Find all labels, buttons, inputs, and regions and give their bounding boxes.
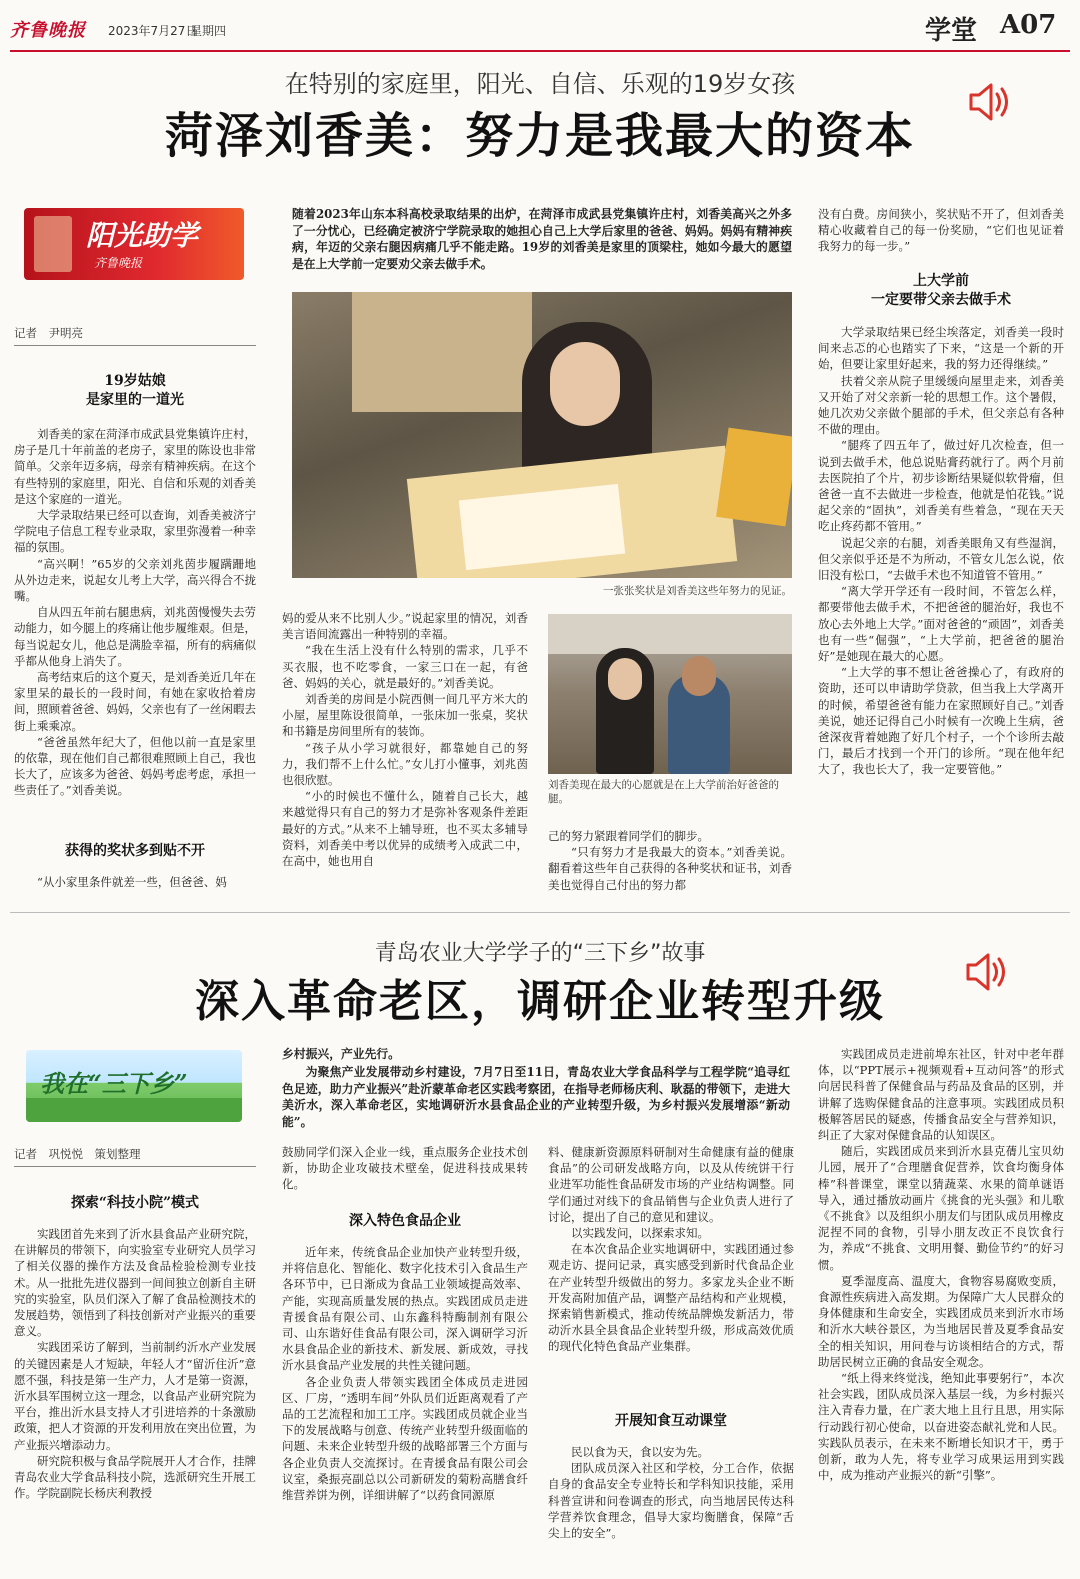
paragraph: 自从四五年前右腿患病，刘兆茵慢慢失去劳动能力，如今腿上的疼痛让他步履维艰。但是，每当说起女儿，他总是满脸幸福，所有的病痛似乎都从他身上消失了。 [14, 605, 256, 668]
article1-kicker: 在特别的家庭里，阳光、自信、乐观的19岁女孩 [284, 70, 796, 98]
paragraph: “孩子从小学习就很好，都靠她自己的努力，我们帮不上什么忙。”女儿打小懂事，刘兆茵也很欣慰。 [282, 740, 528, 788]
article2-column-3-tail [548, 1444, 794, 1572]
paragraph: 各企业负责人带领实践团全体成员走进园区、厂房，“透明车间”外队员们近距离观看了产品的工艺流程和加工工序。实践团成员就企业当下的发展战略与创意、传统产业转型升级面临的问题、未来企业转型升级的战略部署三个方面与各企业负责人交流探讨。在青援食品有限公司会议室，桑振亮副总以公司新研发的菊粉高膳食纤维营养饼为例，详细讲解了“以药食同源原 [282, 1374, 528, 1503]
paragraph: “纸上得来终觉浅，绝知此事要躬行”，本次社会实践，团队成员深入基层一线，为乡村振兴注入青春力量，在广袤大地上且行且思，用实际行动践行初心使命，以奋进姿态献礼党和人民。实践队员表示，在未来不断增长知识才干，勇于创新，敢为人先，将专业学习成果运用到实践中，成为推动产业振兴的新“引擎”。 [818, 1371, 1064, 1483]
sunshine-aid-banner [24, 208, 244, 280]
banner-logo: 齐鲁晚报 [94, 256, 143, 270]
paragraph: “离大学开学还有一段时间，不管怎么样，都要带他去做手术，不把爸爸的腿治好，我也不放心去外地上大学。”面对爸爸的“顽固”，刘香美也有一些“倔强”，“上大学前，把爸爸的腿治好”是她现在最大的心愿。 [818, 584, 1064, 664]
article1-subhead-2: 获得的奖状多到贴不开 [65, 843, 205, 859]
section-name: 学堂 [925, 16, 978, 46]
paragraph: “只有努力才是我最大的资本。”刘香美说。翻看着这些年自己获得的各种奖状和证书，刘香美也觉得自己付出的努力都 [548, 845, 792, 892]
photo-awards-reading [292, 292, 792, 578]
paragraph: “从小家里条件就差一些，但爸爸、妈 [37, 875, 227, 889]
article2-intro-top: 乡村振兴，产业先行。 [282, 1047, 400, 1061]
rural-service-banner [26, 1050, 242, 1122]
article1-column-1-tail [14, 874, 256, 894]
article2-subhead-1: 探索“科技小院”模式 [70, 1195, 200, 1211]
article2-subhead-2: 深入特色食品企业 [349, 1213, 461, 1229]
speaker-icon[interactable] [962, 950, 1010, 994]
article1-subhead-1 [14, 372, 256, 410]
paragraph: 高考结束后的这个夏天，是刘香美近几年在家里呆的最长的一段时间，有她在家收拾着房间，照顾着爸爸、妈妈，父亲也有了一丝闲暇去街上乘乘凉。 [14, 670, 256, 733]
article2-column-1 [14, 1226, 256, 1572]
article1-column-4 [818, 324, 1064, 896]
article1-column-3 [548, 828, 792, 894]
article1-byline: 记者 尹明亮 [14, 325, 256, 346]
caption-photo-2: 刘香美现在最大的心愿就是在上大学前治好爸爸的腿。 [548, 779, 779, 805]
article1-intro: 随着2023年山东本科高校录取结果的出炉，在菏泽市成武县党集镇许庄村，刘香美高兴之外多了一分忧心，已经确定被济宁学院录取的她担心自己上大学后家里的爸爸、妈妈。妈妈有精神疾病，年迈的父亲右腿因病痛几乎不能走路。19岁的刘香美是家里的顶梁柱，她如今最大的愿望是在上大学前一定要劝父亲去做手术。 [292, 207, 792, 271]
paragraph: 妈的爱从来不比别人少。”说起家里的情况，刘香美言语间流露出一种特别的幸福。 [282, 611, 528, 642]
banner-title: 阳光助学 [86, 219, 199, 252]
issue-weekday: 星期四 [190, 24, 227, 38]
paragraph: 实践团首先来到了沂水县食品产业研究院，在讲解员的带领下，向实验室专业研究人员学习了相关仪器的操作方法及食品检验检测专业技术。从一批批先进仪器到一间间独立创新自主研究的实验室，队员们深入了解了食品检测技术的发展趋势，领悟到了科技创新对产业振兴的重要意义。 [14, 1227, 256, 1339]
article-divider [10, 912, 1070, 913]
paragraph: “我在生活上没有什么特别的需求，几乎不买衣服，也不吃零食，一家三口在一起，有爸爸、妈妈的关心，就是最好的。”刘香美说。 [282, 643, 528, 690]
paragraph: 鼓励同学们深入企业一线，重点服务企业技术创新，协助企业攻破技术壁垒，促进科技成果转化。 [282, 1145, 528, 1192]
photo-face [550, 342, 620, 426]
article1-subhead-3 [818, 272, 1064, 310]
paragraph: 刘香美的房间是小院西侧一间几平方米大的小屋，屋里陈设很简单，一张床加一张桌，奖状和书籍是房间里所有的装饰。 [282, 692, 528, 739]
speaker-icon[interactable] [965, 80, 1013, 124]
subhead-line: 19岁姑娘 [104, 373, 166, 389]
paragraph: 料、健康新资源原料研制对生命健康有益的健康食品”的公司研发战略方向，以及从传统饼干行业进军功能性食品研发市场的产业结构调整。同学们通过对线下的食品销售与企业负责人进行了讨论，提出了自己的意见和建议。 [548, 1145, 794, 1224]
paragraph: “爸爸虽然年纪大了，但他以前一直是家里的依靠，现在他们自己都很难照顾上自己，我也长大了，应该多为爸爸、妈妈考虑考虑，承担一些责任了。”刘香美说。 [14, 734, 256, 798]
subhead-line: 上大学前 [913, 273, 969, 289]
article1-column-4-top [818, 206, 1064, 258]
paragraph: “高兴啊！”65岁的父亲刘兆茵步履蹒跚地从外边走来，说起女儿考上大学，高兴得合不拢嘴。 [14, 556, 256, 604]
paragraph: 实践团采访了解到，当前制约沂水产业发展的关键因素是人才短缺，年轻人才“留沂住沂”意愿不强，科技是第一生产力，人才是第一资源，沂水县军围树立这一理念，以食品产业研究院为平台，推出沂水县支持人才引进培养的十条激励政策，把人才资源的开发利用放在突出位置，为产业振兴增添动力。 [14, 1340, 256, 1452]
paragraph: “腿疼了四五年了，做过好几次检查，但一说到去做手术，他总说贴膏药就行了。两个月前去医院拍了个片，初步诊断结果疑似软骨瘤，但爸爸一直不去做进一步检查，他就是怕花钱。”说起父亲的“固执”，刘香美有些着急，“现在天天吃止疼药都不管用。” [818, 438, 1064, 534]
article1-headline: 菏泽刘香美：努力是我最大的资本 [164, 108, 915, 164]
article2-headline: 深入革命老区，调研企业转型升级 [195, 976, 885, 1027]
article2-intro: 为聚焦产业发展带动乡村建设，7月7日至11日，青岛农业大学食品科学与工程学院“追寻红色足迹，助力产业振兴”赴沂蒙革命老区实践考察团，在指导老师杨庆利、耿磊的带领下，走进大美沂水，深入革命老区，实地调研沂水县食品企业的产业转型升级，为乡村振兴发展增添“新动能”。 [282, 1065, 790, 1129]
article1-column-1 [14, 426, 256, 832]
paragraph: 实践团成员走进前埠东社区，针对中老年群体，以“PPT展示+视频观看+互动问答”的形式向居民科普了保健食品与药品及食品的区别，并讲解了选购保健食品的注意事项。实践团成员积极解答居民的疑惑，传播食品安全与营养知识，纠正了大家对保健食品的认知误区。 [818, 1047, 1064, 1143]
photo-father-daughter [548, 614, 792, 774]
header-rule [10, 50, 1070, 52]
photo-award-stack [716, 428, 792, 527]
photo-father-face [682, 656, 716, 696]
article1-column-2 [282, 610, 528, 896]
article2-column-4 [818, 1046, 1064, 1572]
photo-sky [548, 614, 792, 654]
article2-column-2-top [282, 1144, 528, 1196]
paragraph: 没有白费。房间狭小，奖状贴不开了，但刘香美精心收藏着自己的每一份奖励，“它们也见证着我努力的每一步。” [818, 207, 1064, 254]
paragraph: “小的时候也不懂什么，随着自己长大，越来越觉得只有自己的努力才是弥补客观条件差距最好的方式。”从来不上辅导班，也不买太多辅导资料，刘香美中考以优异的成绩考入成武二中，在高中，她也用自 [282, 789, 528, 869]
article2-column-2 [282, 1244, 528, 1572]
paragraph: 说起父亲的右腿，刘香美眼角又有些湿润，但父亲似乎还是不为所动，不管女儿怎么说，依旧没有松口，“去做手术也不知道管不管用。” [818, 535, 1064, 583]
paragraph: 近年来，传统食品企业加快产业转型升级，并将信息化、智能化、数字化技术引入食品生产各环节中，已日渐成为食品工业领域提高效率、产能，实现高质量发展的热点。实践团成员走进青援食品有限公司、山东鑫科特酶制剂有限公司、山东谐好佳食品有限公司，深入调研学习沂水县食品企业的新技术、新发展、新成效，寻找沂水县食品产业发展的共性关键问题。 [282, 1245, 528, 1373]
page-number: A07 [1000, 10, 1057, 40]
banner-emblem [34, 216, 72, 272]
paragraph: 研究院积极与食品学院展开人才合作，挂牌青岛农业大学食品科技小院，选派研究生开展工作。学院副院长杨庆利教授 [14, 1453, 256, 1501]
paragraph: 刘香美的家在菏泽市成武县党集镇许庄村，房子是几十年前盖的老房子，家里的陈设也非常简单。父亲年迈多病，母亲有精神疾病。在这个有些特别的家庭里，阳光、自信和乐观的刘香美是这个家庭的一道光。 [14, 427, 256, 506]
subhead-line: 一定要带父亲去做手术 [871, 292, 1011, 308]
paragraph: 随后，实践团成员来到沂水县克蒨儿宝贝幼儿园，展开了“合理膳食促营养，饮食均衡身体棒”科普课堂，课堂以猜蔬菜、水果的简单谜语导入，通过播放动画片《挑食的光头强》和儿歌《不挑食》以及组织小朋友们与团队成员用橡皮泥捏不同的食物，引导小朋友改正不良饮食行为，养成“不挑食、文明用餐、勤俭节约”的好习惯。 [818, 1144, 1064, 1272]
photo-shelf [352, 292, 532, 412]
article2-subhead-3: 开展知食互动课堂 [615, 1413, 727, 1429]
paragraph: “上大学的事不想让爸爸操心了，有政府的资助，还可以申请助学贷款，但当我上大学离开的时候，希望爸爸有能力在家照顾好自己。”刘香美说，她还记得自己小时候有一次晚上生病，爸爸深夜背着她跑了好几个村子，一个个诊所去敲门，最后才找到一个开门的诊所。“现在他年纪大了，我也长大了，我一定要管他。” [818, 665, 1064, 777]
photo-daughter-face [608, 658, 642, 700]
article2-kicker: 青岛农业大学学子的“三下乡”故事 [374, 941, 706, 966]
subhead-line: 是家里的一道光 [86, 392, 184, 408]
paragraph: 以实践发问，以探索求知。 [571, 1226, 709, 1241]
newspaper-logo: 齐鲁晚报 [10, 20, 86, 41]
paragraph: 夏季湿度高、温度大，食物容易腐败变质，食源性疾病进入高发期。为保障广大人民群众的身体健康和生命安全，实践团成员来到沂水市场和沂水大峡谷景区，为当地居民普及夏季食品安全的相关知识，用问卷与访谈相结合的方式，帮助居民树立正确的食品安全观念。 [818, 1273, 1064, 1369]
caption-photo-1: 一张张奖状是刘香美这些年努力的见证。 [603, 585, 792, 597]
paragraph: 扶着父亲从院子里缓缓向屋里走来，刘香美又开始了对父亲新一轮的思想工作。这个暑假，她几次劝父亲做个腿部的手术，但父亲总有各种不做的理由。 [818, 373, 1064, 437]
article2-byline: 记者 巩悦悦 策划整理 [14, 1146, 256, 1167]
paragraph: 民以食为天，食以安为先。 [571, 1445, 709, 1459]
paragraph: 己的努力紧跟着同学们的脚步。 [548, 829, 709, 843]
article2-column-3 [548, 1144, 794, 1404]
paragraph: 团队成员深入社区和学校，分工合作，依据自身的食品安全专业特长和学科知识技能，采用科普宣讲和问卷调查的形式，向当地居民传达科学营养饮食理念，倡导大家均衡膳食，保障“舌尖上的安全”。 [548, 1461, 794, 1541]
paragraph: 在本次食品企业实地调研中，实践团通过参观走访、提问记录，真实感受到新时代食品企业在产业转型升级做出的努力。多家龙头企业不断开发高附加值产品，调整产品结构和产业规模，探索销售新模式，推动传统品牌焕发新活力，带动沂水县全县食品企业转型升级，形成高效优质的现代化特色食品产业集群。 [548, 1242, 794, 1354]
issue-date: 2023年7月27日 [108, 24, 198, 38]
paragraph: 大学录取结果已经尘埃落定，刘香美一段时间来忐忑的心也踏实了下来，“这是一个新的开始，但要让家里好起来，我的努力还得继续。” [818, 325, 1064, 372]
banner-hills [26, 1098, 242, 1122]
banner-title: 我在“三下乡” [40, 1069, 188, 1098]
paragraph: 大学录取结果已经可以查询，刘香美被济宁学院电子信息工程专业录取，家里弥漫着一种幸福的氛围。 [14, 508, 256, 555]
